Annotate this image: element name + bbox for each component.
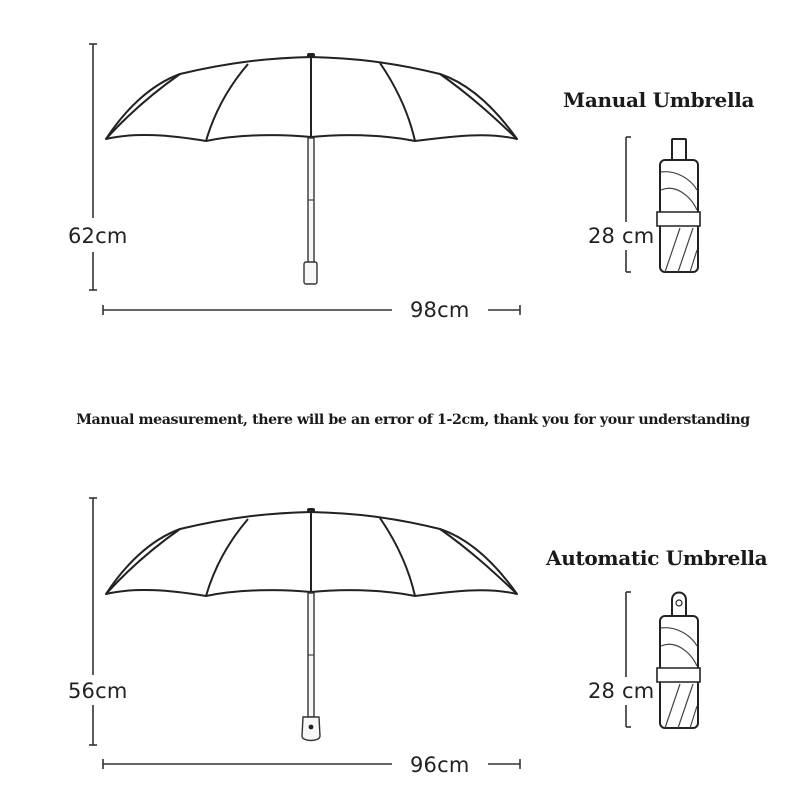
automatic-closed-length-label: 28 cm — [588, 679, 655, 703]
manual-height-label: 62cm — [68, 224, 128, 248]
manual-open-umbrella — [89, 44, 520, 315]
automatic-height-label: 56cm — [68, 679, 128, 703]
automatic-open-umbrella — [89, 498, 520, 769]
manual-umbrella-title: Manual Umbrella — [563, 88, 755, 112]
manual-width-label: 98cm — [410, 298, 470, 322]
automatic-closed-umbrella — [626, 592, 700, 728]
manual-closed-length-label: 28 cm — [588, 224, 655, 248]
automatic-umbrella-title: Automatic Umbrella — [546, 546, 768, 570]
manual-closed-umbrella — [626, 137, 700, 272]
measurement-note: Manual measurement, there will be an error of 1-2cm, thank you for your understanding — [76, 412, 750, 428]
automatic-width-label: 96cm — [410, 753, 470, 777]
